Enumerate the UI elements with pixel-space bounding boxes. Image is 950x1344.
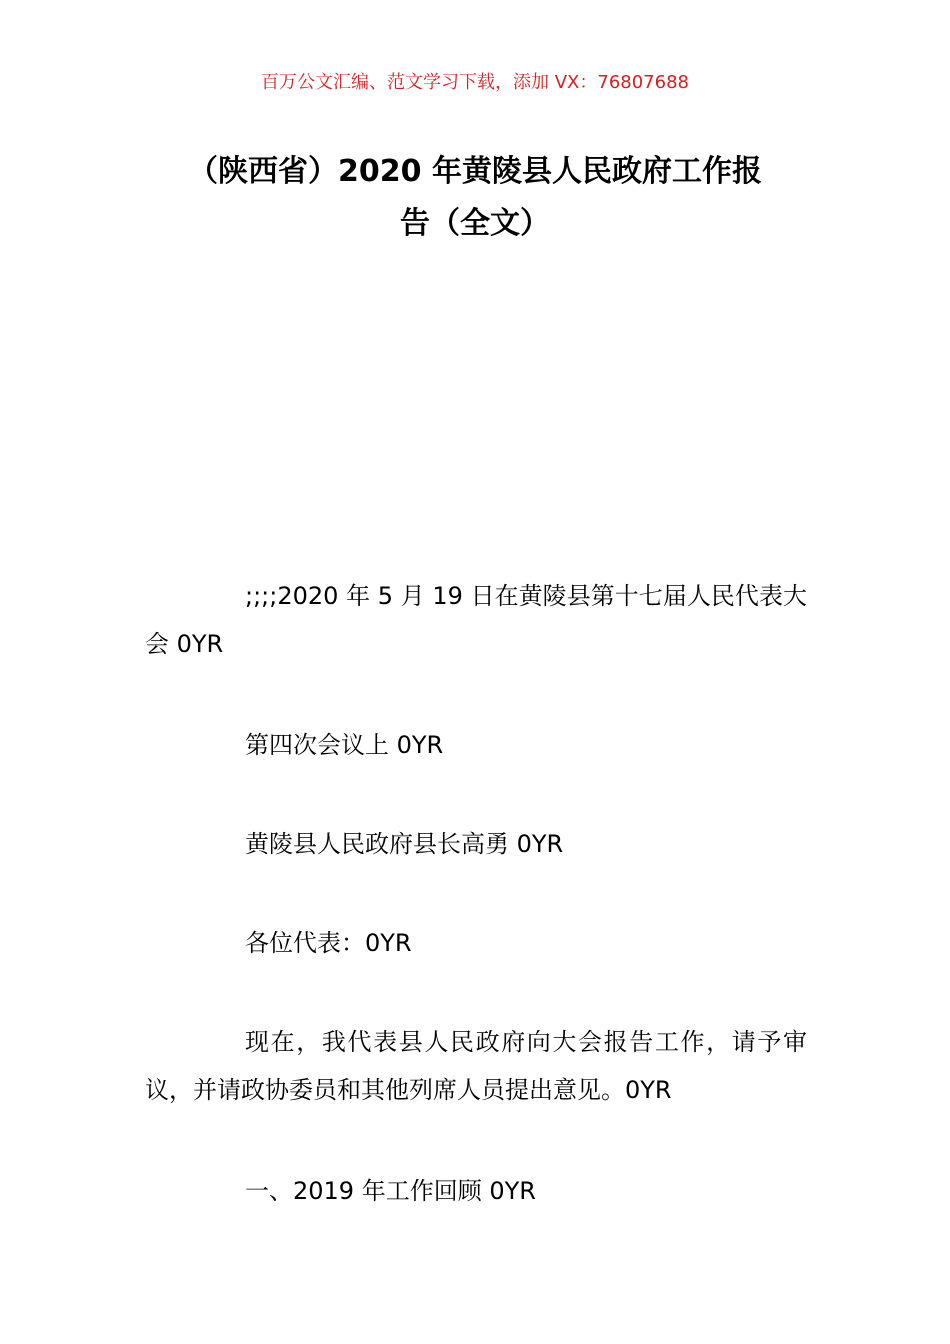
paragraph-speaker: 黄陵县人民政府县长高勇 0YR: [245, 830, 564, 858]
document-title-line-2: 告（全文）: [400, 206, 550, 241]
paragraph-meeting-date: ;;;;2020 年 5 月 19 日在黄陵县第十七届人民代表大会 0YR: [145, 582, 807, 658]
paragraph-salutation: 各位代表：0YR: [245, 929, 412, 957]
section-heading-review: 一、2019 年工作回顾 0YR: [245, 1177, 536, 1205]
document-title: [145, 146, 805, 250]
document-title-line-1: （陕西省）2020 年黄陵县人民政府工作报: [188, 154, 762, 189]
watermark-text: 百万公文汇编、范文学习下载，添加 VX：76807688: [261, 72, 689, 93]
paragraph-meeting-session: 第四次会议上 0YR: [245, 731, 444, 759]
paragraph-intro: 现在，我代表县人民政府向大会报告工作，请予审议，并请政协委员和其他列席人员提出意见。0YR: [145, 1028, 807, 1104]
